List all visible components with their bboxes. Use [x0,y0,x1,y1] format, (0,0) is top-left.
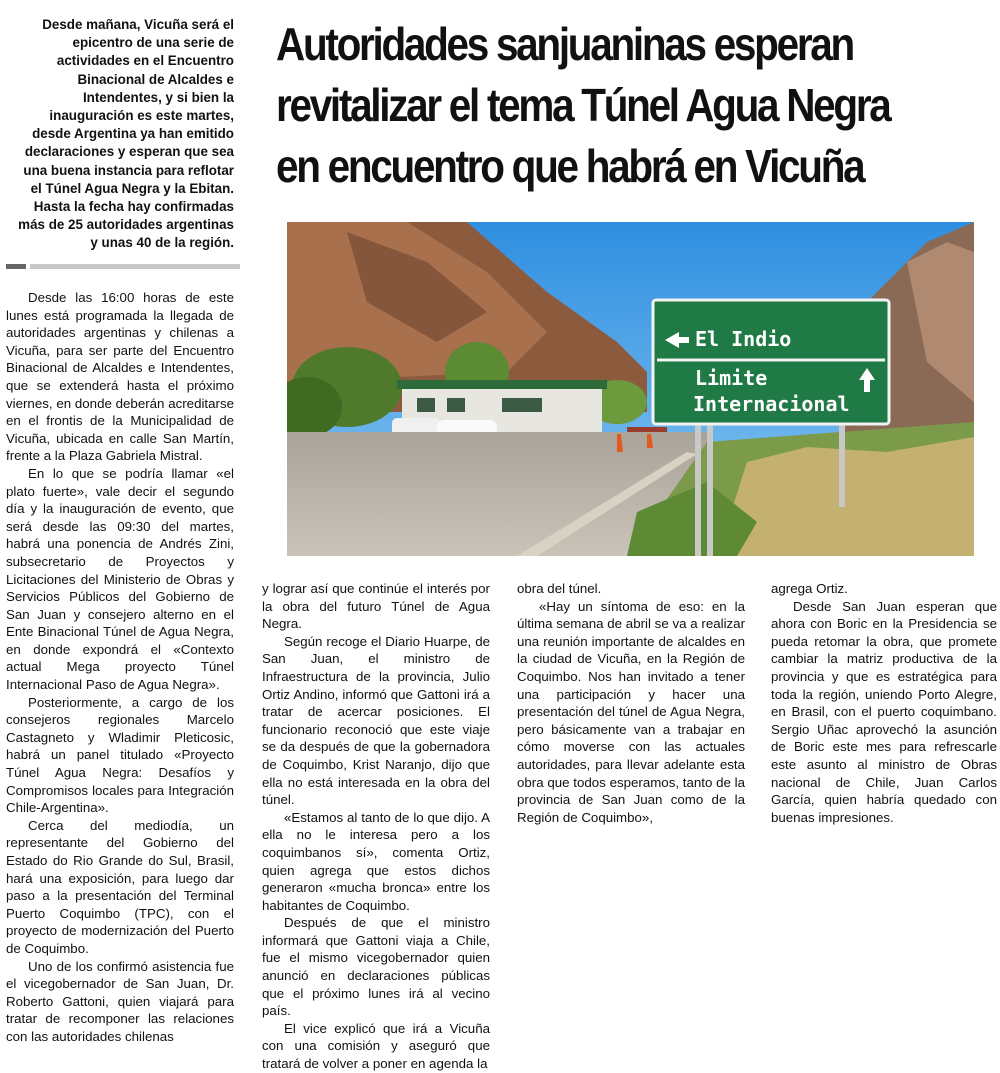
sign-text-limite: Limite [695,366,768,390]
paragraph: Desde San Juan esperan que ahora con Boric en la Presidencia se pueda retomar la obra, que promete cambiar la matriz productiva de la provincia y que es estratégica para toda la región, uniendo Porto Alegre, en Brasil, con el puerto coquimbano. Sergio Uñac aprovechó la asunción de Boric este mes para refrescarle este asunto al ministro de Obras nacional de Chile, Juan Carlos García, quien habría quedado con buenas impresiones. [771,598,997,825]
paragraph: El vice explicó que irá a Vicuña con una comisión y aseguró que tratará de volver a poner en agenda la [262,1020,490,1072]
paragraph: Posteriormente, a cargo de los consejeros regionales Marcelo Castagneto y Wladimir Pleticosic, habrá un panel titulado «Proyecto Túnel Agua Negra: Desafíos y Compromisos locales para Integración Chile-Argentina». [6,694,234,816]
paragraph: «Estamos al tanto de lo que dijo. A ella no le interesa pero a los coquimbanos sí», comenta Ortiz, quien agrega que estos dichos generaron «mucha bronca» entre los habitantes de Coquimbo. [262,809,490,913]
paragraph: Según recoge el Diario Huarpe, de San Juan, el ministro de Infraestructura de la provincia, Julio Ortiz Andino, informó que Gattoni irá a tratar de acercar posiciones. El funcionario reconoció que este viaje se da después de que la gobernadora de Coquimbo, Krist Naranjo, dijo que ella no está interesada en la obra del túnel. [262,633,490,808]
headline-line-1: Autoridades sanjuaninas esperan [276,18,853,70]
body-column-3 [517,580,745,826]
paragraph: Cerca del mediodía, un representante del Gobierno del Estado do Rio Grande do Sul, Brasil, hará una exposición, para luego dar paso a la presentación del Terminal Puerto Coquimbo (TPC), con el proyecto de modernización del Puerto de Coquimbo. [6,817,234,956]
paragraph: Desde las 16:00 horas de este lunes está programada la llegada de autoridades argentinas y chilenas a Vicuña, para ser parte del Encuentro Binacional de Alcaldes e Intendentes, que se extenderá hasta el próximo viernes, en donde deberán acreditarse en el frontis de la Municipalidad de Vicuña, ubicada en calle San Martín, frente a la Plaza Gabriela Mistral. [6,290,234,464]
article-photo [287,222,974,556]
body-column-1 [6,289,234,1046]
section-divider [6,264,234,269]
paragraph: «Hay un síntoma de eso: en la última semana de abril se va a realizar una reunión importante de alcaldes en la ciudad de Vicuña, en la Región de Coquimbo. Nos han invitado a tener una participación y hacer una presentación del túnel de Agua Negra, pero básicamente van a trabajar en cómo moverse con las actuales autoridades, para llevar adelante esta obra que todos esperamos, tanto de la provincia de San Juan como de la Región de Coquimbo», [517,598,745,825]
paragraph: y lograr así que continúe el interés por la obra del futuro Túnel de Agua Negra. [262,581,490,632]
headline-line-2: revitalizar el tema Túnel Agua Negra [276,79,890,131]
lead-summary: Desde mañana, Vicuña será el epicentro de una serie de actividades en el Encuentro Binacional de Alcaldes e Intendentes, y si bien la inauguración es este martes, desde Argentina ya han emitido declaraciones y esperan que sea una buena instancia para reflotar el Túnel Agua Negra y la Ebitan. Hasta la fecha hay confirmadas más de 25 autoridades argentinas y unas 40 de la región. [18,17,234,251]
paragraph: Uno de los confirmó asistencia fue el vicegobernador de San Juan, Dr. Roberto Gattoni, quien viajará para tratar de recomponer las relaciones con las autoridades chilenas [6,958,234,1044]
paragraph: Después de que el ministro informará que Gattoni viaja a Chile, fue el mismo vicegobernador quien anunció en declaraciones públicas que el próximo lunes irá al vecino país. [262,915,490,1019]
headline [276,14,910,197]
paragraph: agrega Ortiz. [771,581,848,596]
paragraph: obra del túnel. [517,581,602,596]
sign-text-internacional: Internacional [693,392,850,416]
sign-text-el-indio: El Indio [695,327,792,351]
paragraph: En lo que se podría llamar «el plato fuerte», vale decir el segundo día y la inauguración de evento, que será desde las 09:30 del martes, habrá una ponencia de Andrés Zini, subsecretario de Proyectos y Licitaciones del Ministerio de Obras y Servicios Públicos del Gobierno de San Juan y consejero alterno en el Ente Binacional Túnel de Agua Negra, en donde expondrá el «Contexto actual Mega proyecto Túnel Internacional Paso de Agua Negra». [6,465,234,693]
body-column-4 [771,580,997,826]
body-column-2 [262,580,490,1073]
headline-line-3: en encuentro que habrá en Vicuña [276,140,864,192]
